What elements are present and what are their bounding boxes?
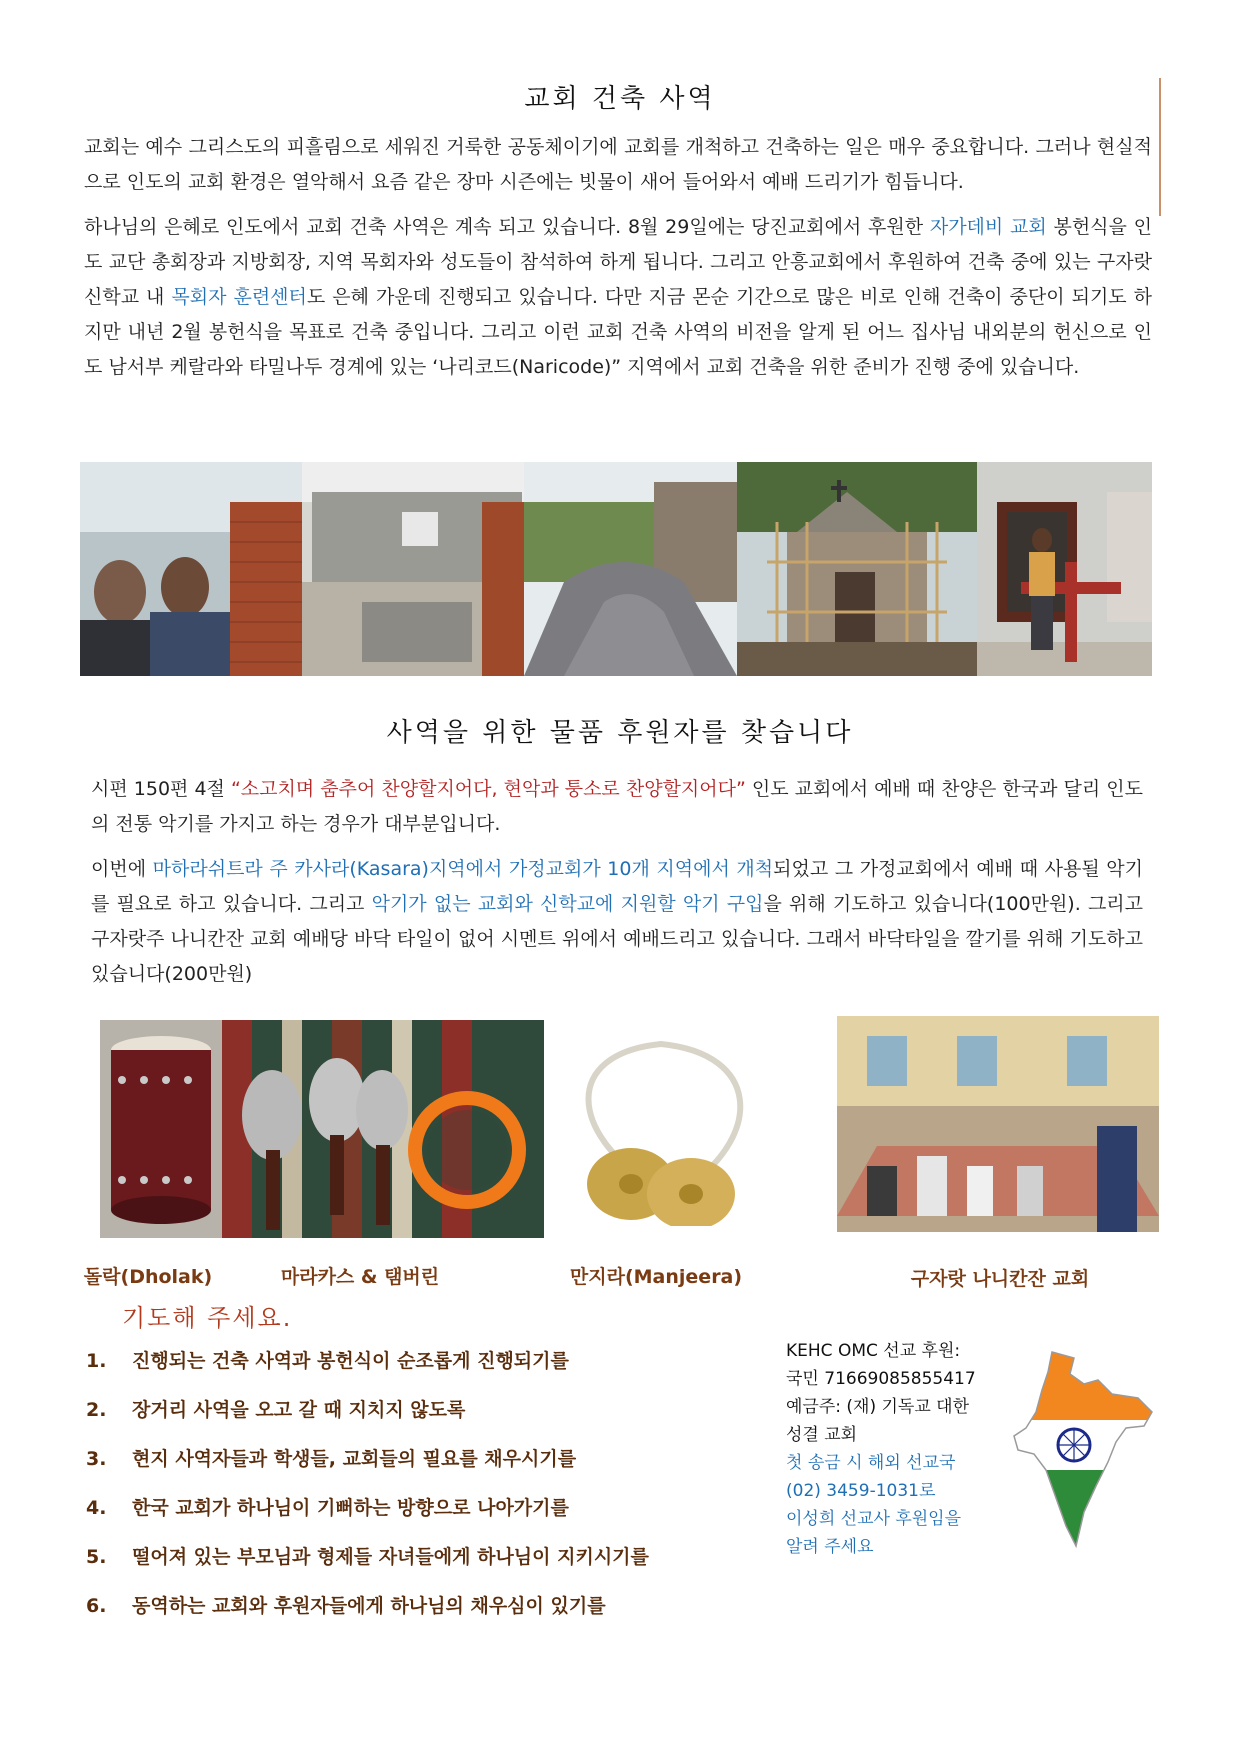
- construction-text-c: 도 은혜 가운데 진행되고 있습니다. 다만 지금 몬순 기간으로 많은 비로 인해 건축이 중단이 되기도 하지만 내년 2월 봉헌식을 목표로 건축 중입니다. 그리고 이런 교회 건축 사역의 비전을 알게 된 어느 집사님 내외분의 헌신으로 인도 남서부 케랄라와 타밀나두 경계에 있는 ‘나리코드(Naricode)” 지역에서 교회 건축을 위한 준비가 진행 중에 있습니다.: [84, 286, 1152, 378]
- notify-note: 알려 주세요: [786, 1537, 874, 1557]
- photo-manjeera: [551, 1034, 775, 1226]
- caption-manjeera: 만지라(Manjeera): [569, 1266, 743, 1288]
- prayer-item: [86, 1442, 766, 1491]
- prayer-item: [86, 1589, 766, 1638]
- construction-photo-strip: [80, 462, 1152, 676]
- photo-maracas-tambourine: [222, 1020, 544, 1238]
- prayer-item-number: 1.: [86, 1350, 107, 1372]
- prayer-item-number: 4.: [86, 1497, 107, 1519]
- prayer-item-number: 3.: [86, 1448, 107, 1470]
- instruments-text-c: 을 위해 기도하고 있습니다(100만원). 그리고 구자랏주 나니칸잔 교회 예배당 바닥 타일이 없어 시멘트 위에서 예배드리고 있습니다. 그래서 바닥타일을 깔기를 위해 기도하고 있습니다(200만원): [91, 893, 1144, 985]
- prayer-item-text: 진행되는 건축 사역과 봉헌식이 순조롭게 진행되기를: [132, 1350, 569, 1372]
- caption-church: 구자랏 나니칸잔 교회: [910, 1268, 1090, 1290]
- missionary-note: 이성희 선교사 후원임을: [786, 1509, 962, 1529]
- bank-account: 국민 71669085855417: [786, 1369, 976, 1389]
- prayer-item-text: 한국 교회가 하나님이 기뻐하는 방향으로 나아가기를: [132, 1497, 569, 1519]
- account-holder: 예금주: (재) 기독교 대한: [786, 1397, 970, 1417]
- section2-title: 사역을 위한 물품 후원자를 찾습니다: [386, 718, 854, 748]
- photo-nanikanjan-church: [837, 1016, 1159, 1232]
- prayer-item: [86, 1491, 766, 1540]
- construction-text-a: 하나님의 은혜로 인도에서 교회 건축 사역은 계속 되고 있습니다. 8월 29일에는 당진교회에서 후원한: [84, 216, 930, 238]
- contact-phone: (02) 3459-1031로: [786, 1481, 936, 1501]
- caption-dholak: 돌락(Dholak): [83, 1266, 213, 1288]
- prayer-item-text: 현지 사역자들과 학생들, 교회들의 필요를 채우시기를: [132, 1448, 577, 1470]
- construction-text-b: 봉헌식을 인도 교단 총회장과 지방회장, 지역 목회자와 성도들이 참석하여 하게 됩니다. 그리고 안흥교회에서 후원하여 건축 중에 있는 구자랏 신학교 내: [84, 216, 1152, 308]
- prayer-item: [86, 1540, 766, 1589]
- prayer-item-text: 떨어져 있는 부모님과 형제들 자녀들에게 하나님이 지키시기를: [132, 1546, 649, 1568]
- instrument-purchase: 악기가 없는 교회와 신학교에 지원할 악기 구입: [371, 893, 764, 915]
- photo-pastors-brick-wall: [80, 462, 302, 676]
- prayer-list: [86, 1344, 766, 1638]
- caption-maracas: 마라카스 & 탬버린: [280, 1266, 440, 1288]
- prayer-heading: 기도해 주세요.: [122, 1304, 293, 1332]
- photo-church-scaffolding: [737, 462, 977, 676]
- first-transfer-note: 첫 송금 시 해외 선교국: [786, 1453, 956, 1473]
- psalm-paragraph: [91, 772, 1143, 842]
- donation-title: KEHC OMC 선교 후원:: [786, 1341, 961, 1361]
- account-holder-cont: 성결 교회: [786, 1425, 858, 1445]
- psalm-text-a: 시편 150편 4절: [91, 778, 231, 800]
- prayer-item: [86, 1393, 766, 1442]
- prayer-item: [86, 1344, 766, 1393]
- construction-paragraph: [84, 210, 1152, 385]
- psalm-quote: “소고치며 춤추어 찬양할지어다, 현악과 퉁소로 찬양할지어다”: [230, 778, 746, 800]
- page-title: 교회 건축 사역: [524, 84, 716, 114]
- intro-paragraph: 교회는 예수 그리스도의 피흘림으로 세워진 거룩한 공동체이기에 교회를 개척하고 건축하는 일은 매우 중요합니다. 그러나 현실적으로 인도의 교회 환경은 열악해서 요즘 같은 장마 시즌에는 빗물이 새어 들어와서 예배 드리기가 힘듭니다.: [84, 136, 1152, 193]
- instruments-text-b: 되었고 그 가정교회에서 예배 때 사용될 악기를 필요로 하고 있습니다. 그리고: [91, 858, 1143, 915]
- india-flag-map-icon: [1012, 1350, 1156, 1550]
- instruments-text-a: 이번에: [91, 858, 153, 880]
- training-center-link: 목회자 훈련센터: [171, 286, 307, 308]
- photo-man-with-cross: [977, 462, 1152, 676]
- photo-block-walls: [302, 462, 524, 676]
- intro-text: [84, 130, 1152, 385]
- prayer-item-number: 5.: [86, 1546, 107, 1568]
- prayer-item-text: 장거리 사역을 오고 갈 때 지치지 않도록: [132, 1399, 466, 1421]
- psalm-text-b: 인도 교회에서 예배 때 찬양은 한국과 달리 인도의 전통 악기를 가지고 하는 경우가 대부분입니다.: [91, 778, 1144, 835]
- kasara-house-churches: 마하라쉬트라 주 카사라(Kasara)지역에서 가정교회가 10개 지역에서 개척: [152, 858, 774, 880]
- supplies-text: [91, 772, 1143, 992]
- prayer-item-text: 동역하는 교회와 후원자들에게 하나님의 채우심이 있기를: [132, 1595, 606, 1617]
- instruments-paragraph: [91, 852, 1143, 992]
- photo-dholak: [100, 1020, 222, 1238]
- jagadevi-church-link: 자가데비 교회: [929, 216, 1047, 238]
- photo-gravel-pile: [524, 462, 737, 676]
- prayer-item-number: 6.: [86, 1595, 107, 1617]
- donation-info: [786, 1337, 1006, 1561]
- prayer-item-number: 2.: [86, 1399, 107, 1421]
